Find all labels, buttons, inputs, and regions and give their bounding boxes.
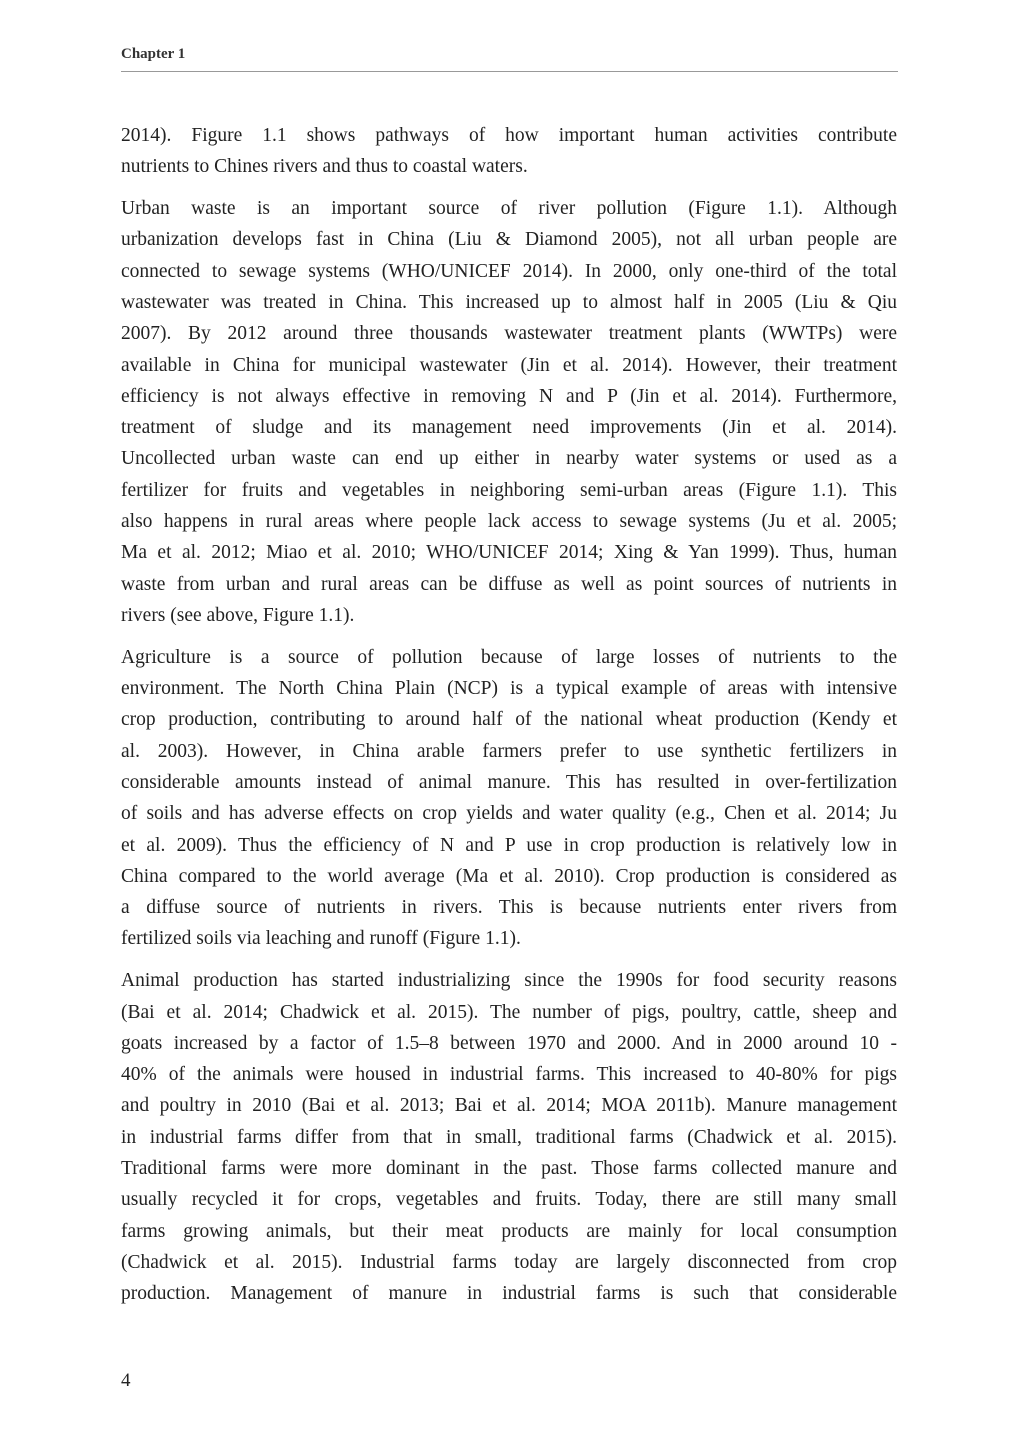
- text-line: also happens in rural areas where people lack access to sewage systems (Ju et al. 2005;: [121, 511, 897, 533]
- text-line: production. Management of manure in industrial farms is such that considerable: [121, 1283, 897, 1305]
- text-line: al. 2003). However, in China arable farmers prefer to use synthetic fertilizers in: [121, 740, 897, 762]
- text-line: China compared to the world average (Ma et al. 2010). Crop production is considered as: [121, 865, 897, 887]
- text-line: Ma et al. 2012; Miao et al. 2010; WHO/UNICEF 2014; Xing & Yan 1999). Thus, human: [121, 542, 897, 564]
- page-number: 4: [121, 1370, 131, 1391]
- text-line: Animal production has started industrializing since the 1990s for food security reasons: [121, 970, 897, 992]
- text-line: and poultry in 2010 (Bai et al. 2013; Bai et al. 2014; MOA 2011b). Manure management: [121, 1095, 897, 1117]
- text-line: farms growing animals, but their meat products are mainly for local consumption: [121, 1220, 897, 1242]
- text-line: Uncollected urban waste can end up either in nearby water systems or used as a: [121, 448, 897, 470]
- header-divider: [121, 71, 898, 72]
- paragraph: [121, 193, 897, 631]
- text-line: connected to sewage systems (WHO/UNICEF 2014). In 2000, only one-third of the total: [121, 260, 897, 282]
- text-line: (Bai et al. 2014; Chadwick et al. 2015). The number of pigs, poultry, cattle, sheep and: [121, 1001, 897, 1023]
- text-line: Urban waste is an important source of river pollution (Figure 1.1). Although: [121, 198, 897, 220]
- text-line: et al. 2009). Thus the efficiency of N and P use in crop production is relatively low in: [121, 834, 897, 856]
- text-line: nutrients to Chines rivers and thus to coastal waters.: [121, 156, 528, 178]
- paragraph: [121, 120, 897, 183]
- text-line: Agriculture is a source of pollution because of large losses of nutrients to the: [121, 646, 897, 668]
- text-line: a diffuse source of nutrients in rivers. This is because nutrients enter rivers from: [121, 897, 897, 919]
- text-line: 2014). Figure 1.1 shows pathways of how important human activities contribute: [121, 125, 897, 146]
- paragraph: [121, 965, 897, 1309]
- running-header: Chapter 1: [121, 46, 186, 62]
- text-line: efficiency is not always effective in removing N and P (Jin et al. 2014). Furthermore,: [121, 385, 897, 407]
- text-line: 2007). By 2012 around three thousands wastewater treatment plants (WWTPs) were: [121, 323, 897, 345]
- text-line: (Chadwick et al. 2015). Industrial farms today are largely disconnected from crop: [121, 1251, 897, 1273]
- text-line: of soils and has adverse effects on crop yields and water quality (e.g., Chen et al. 2014; Ju: [121, 803, 897, 825]
- text-line: environment. The North China Plain (NCP) is a typical example of areas with intensive: [121, 678, 897, 700]
- text-line: goats increased by a factor of 1.5–8 between 1970 and 2000. And in 2000 around 10 -: [121, 1032, 897, 1054]
- text-line: available in China for municipal wastewater (Jin et al. 2014). However, their treatment: [121, 354, 897, 376]
- text-line: waste from urban and rural areas can be diffuse as well as point sources of nutrients in: [121, 573, 897, 595]
- text-line: Traditional farms were more dominant in the past. Those farms collected manure and: [121, 1158, 897, 1179]
- text-line: usually recycled it for crops, vegetables and fruits. Today, there are still many small: [121, 1189, 897, 1211]
- text-line: urbanization develops fast in China (Liu & Diamond 2005), not all urban people are: [121, 229, 897, 251]
- text-line: treatment of sludge and its management need improvements (Jin et al. 2014).: [121, 417, 897, 439]
- text-line: in industrial farms differ from that in small, traditional farms (Chadwick et al. 2015).: [121, 1126, 897, 1148]
- paragraph: [121, 642, 897, 955]
- text-line: rivers (see above, Figure 1.1).: [121, 604, 355, 626]
- text-line: wastewater was treated in China. This increased up to almost half in 2005 (Liu & Qiu: [121, 291, 897, 313]
- text-line: considerable amounts instead of animal manure. This has resulted in over-fertilization: [121, 771, 897, 793]
- text-line: fertilized soils via leaching and runoff (Figure 1.1).: [121, 928, 521, 950]
- body-text: [121, 120, 897, 1320]
- text-line: fertilizer for fruits and vegetables in neighboring semi-urban areas (Figure 1.1). This: [121, 479, 897, 501]
- text-line: crop production, contributing to around half of the national wheat production (Kendy et: [121, 709, 897, 731]
- text-line: 40% of the animals were housed in industrial farms. This increased to 40-80% for pigs: [121, 1064, 897, 1086]
